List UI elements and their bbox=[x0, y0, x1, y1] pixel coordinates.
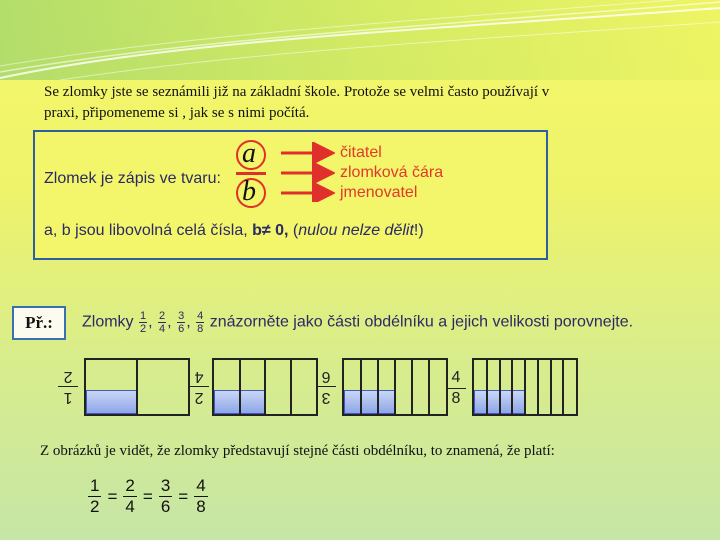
label-denominator: jmenovatel bbox=[340, 184, 418, 201]
filled-part bbox=[361, 390, 378, 414]
rect-label-4: 4 8 bbox=[446, 369, 466, 408]
rule-note: nulou nelze dělit bbox=[298, 222, 414, 239]
example-task: Zlomky $\frac{1}{2}$, $\frac{2}{4}$, $\frac{3}{6}$, $\frac{4}{8}$ znázorněte jako části obdélníku a jejich velikosti porovnejte. bbox=[82, 310, 634, 335]
task-fraction-1: $\frac{1}{2}$ bbox=[140, 310, 147, 335]
rect-label-2: 2 4 bbox=[189, 367, 209, 406]
task-fraction-2: $\frac{2}{4}$ bbox=[159, 310, 166, 335]
intro-paragraph bbox=[44, 82, 684, 124]
filled-part bbox=[378, 390, 395, 414]
definition-box bbox=[33, 130, 548, 260]
label-fraction-bar: zlomková čára bbox=[340, 164, 444, 181]
rectangle-eighths bbox=[472, 358, 578, 416]
rule-note-open: ( bbox=[292, 222, 299, 239]
task-suffix: znázorněte jako části obdélníku a jejich velikosti porovnejte. bbox=[209, 313, 634, 331]
part-divider bbox=[377, 360, 379, 414]
part-divider bbox=[537, 360, 539, 414]
equals-sign: = bbox=[107, 486, 118, 506]
rule-note-close: !) bbox=[413, 222, 424, 239]
part-divider bbox=[264, 360, 266, 414]
rectangle-halves bbox=[84, 358, 190, 416]
task-fraction-3: $\frac{3}{6}$ bbox=[178, 310, 185, 335]
rectangle-quarters bbox=[212, 358, 318, 416]
task-fraction-4: $\frac{4}{8}$ bbox=[197, 310, 204, 335]
filled-part bbox=[344, 390, 361, 414]
filled-part bbox=[214, 390, 240, 414]
label-numerator: čitatel bbox=[340, 144, 382, 161]
part-divider bbox=[290, 360, 292, 414]
example-badge: Př.: bbox=[12, 306, 66, 340]
rule-prefix: a, b jsou libovolná celá čísla, bbox=[44, 222, 248, 239]
equation-fraction-1: $\frac{1}{2}$ bbox=[90, 476, 100, 516]
part-divider bbox=[524, 360, 526, 414]
part-divider bbox=[550, 360, 552, 414]
intro-line-1: Se zlomky jste se seznámili již na základní škole. Protože se velmi často používají v bbox=[44, 84, 550, 100]
filled-part bbox=[240, 390, 266, 414]
arrows-icon bbox=[275, 142, 335, 202]
part-divider bbox=[411, 360, 413, 414]
filled-part bbox=[86, 390, 137, 414]
denominator-symbol: b bbox=[242, 176, 256, 207]
numerator-symbol: a bbox=[242, 138, 256, 169]
part-divider bbox=[360, 360, 362, 414]
part-divider bbox=[394, 360, 396, 414]
rect-label-3: 3 6 bbox=[316, 367, 336, 406]
part-divider bbox=[562, 360, 564, 414]
part-divider bbox=[136, 360, 138, 414]
part-divider bbox=[239, 360, 241, 414]
conclusion-text: Z obrázků je vidět, že zlomky představují stejné části obdélníku, to znamená, že platí: bbox=[40, 443, 555, 459]
task-prefix: Zlomky bbox=[82, 313, 134, 331]
fraction-bar-highlight bbox=[236, 172, 266, 175]
definition-lead: Zlomek je zápis ve tvaru: bbox=[44, 170, 221, 187]
equals-sign: = bbox=[178, 486, 189, 506]
equals-sign: = bbox=[142, 486, 153, 506]
equality-equation bbox=[88, 476, 208, 517]
equation-fraction-2: $\frac{2}{4}$ bbox=[125, 476, 135, 516]
rectangle-sixths bbox=[342, 358, 448, 416]
rule-condition: b≠ 0, bbox=[252, 222, 289, 239]
part-divider bbox=[511, 360, 513, 414]
part-divider bbox=[499, 360, 501, 414]
intro-line-2: praxi, připomeneme si , jak se s nimi počítá. bbox=[44, 105, 310, 121]
part-divider bbox=[486, 360, 488, 414]
equation-fraction-3: $\frac{3}{6}$ bbox=[160, 476, 171, 516]
equation-fraction-4: $\frac{4}{8}$ bbox=[196, 476, 206, 516]
definition-rule bbox=[44, 222, 424, 240]
rect-label-1: 1 2 bbox=[58, 367, 78, 406]
part-divider bbox=[428, 360, 430, 414]
decorative-swoosh-band bbox=[0, 0, 720, 80]
